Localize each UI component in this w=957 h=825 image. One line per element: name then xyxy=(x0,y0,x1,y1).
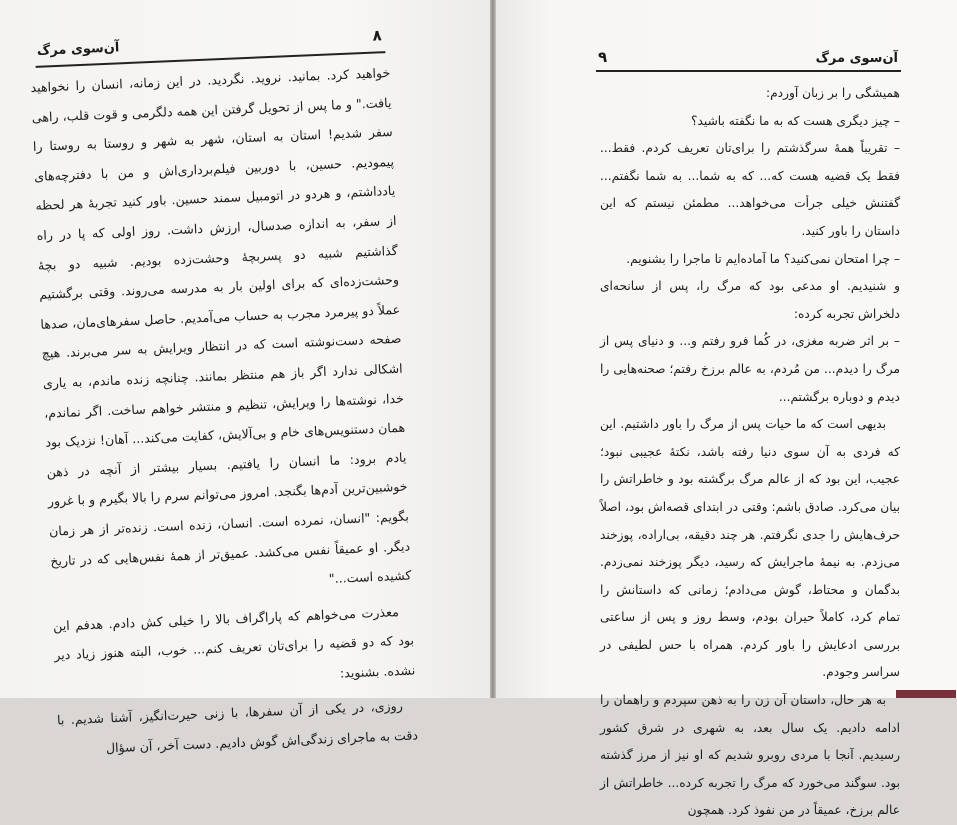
paragraph: به هر حال، داستان آن زن را به ذهن سپردم و راهمان را ادامه دادیم. یک سال بعد، به شهری در شرق کشور رسیدیم. آنجا با مردی روبرو شدیم که او نیز از مرز گذشته بود. سوگند می‌خورد که مرگ را تجربه کرده... خاطراتش از عالم برزخ، عمیقاً در من نفوذ کرد. همچون xyxy=(600,693,900,818)
dialogue-line: – بر اثر ضربه مغزی، در کُما فرو رفتم و... و دنیای پس از مرگ را دیدم... من مُردم، به عالم برزخ رفتم؛ صحنه‌هایی را دیدم و دوباره برگشتم... xyxy=(600,334,900,404)
paragraph: خواهید کرد. بمانید. نروید. نگردید. در این زمانه، انسان را نخواهید یافت." و ما پس از تحویل گرفتن این همه دلگرمی و قوت قلب، راهی سفر شدیم! استان به استان، شهر به شهر و روستا به روستا را پیمودیم. حسین، با دوربین فیلم‌برداری‌اش و من با دفترچه‌های یادداشتم، و هردو در اتومبیل سمند حسین. باور کنید تجربهٔ هر لحظه از سفر، به اندازه صدسال، ارزش داشت. روز اولی که پا در راه گذاشتیم شبیه دو پسربچهٔ وحشت‌زده بودیم. شبیه دو بچهٔ وحشت‌زده‌ای که برای اولین بار به مدرسه می‌روند. وقتی برگشتیم عملاً دو پیرمرد مجرب به حساب می‌آمدیم. حاصل سفرهای‌مان، صدها صفحه دست‌نوشته است که در انتظار ویرایش به سر می‌برند. هیچ اشکالی ندارد اگر باز هم منتظر بمانند. چنانچه زنده ماندم، به یاری خدا، نوشته‌ها را ویرایش، تنظیم و منتشر خواهم ساخت. اگر نماندم، همان دستنویس‌های خام و بی‌آلایش، کفایت می‌کند... آهان! نزدیک بود یادم برود: ما انسان را یافتیم. بسیار بیشتر از آنچه در ذهن خوشبین‌ترین آدم‌ها بگنجد. امروز می‌توانم سرم را بالا بگیرم و با غرور بگویم: "انسان، نمرده است. انسان، زنده است. زنده‌تر از هر زمان دیگر. او عمیقاً نفس می‌کشد. عمیق‌تر از همهٔ نفس‌هایی که در تاریخ کشیده است..." xyxy=(30,64,412,587)
paragraph: معذرت می‌خواهم که پاراگراف بالا را خیلی کش دادم. هدفم این بود که دو قضیه را برای‌تان تعریف کنم... خوب، البته هنوز زیاد دیر نشده. بشنوید: xyxy=(52,603,416,681)
left-page xyxy=(0,0,490,756)
paragraph: و شنیدیم. او مدعی بود که مرگ را، پس از سانحه‌ای دلخراش تجربه کرده: xyxy=(600,279,900,321)
paragraph: بدیهی است که ما حیات پس از مرگ را باور داشتیم. این که فردی به آن سوی دنیا رفته باشد، نکتهٔ عجیبی نبود؛ عجیب، این بود که از عالم مرگ برگشته بود و خاطراتش را بیان می‌کرد. صادق باشم: وقتی در ابتدای قصه‌اش بود، اصلاً حرف‌هایش را جدی نگرفتم. هر چند دقیقه، بی‌اراده، پوزخند می‌زدم. به نیمهٔ ماجرایش که رسید، دیگر پوزخند نمی‌زدم. بدگمان و محتاط، گوش می‌دادم؛ زمانی که داستانش را تمام کرد، کاملاً حیران بودم، وسط روز و پس از ساعتی بررسی ادعایش را باور کردم. همراه با حس لطیفی در سراسر وجودم. xyxy=(600,417,900,680)
paragraph: روزی، در یکی از آن سفرها، با زنی حیرت‌انگیز، آشنا شدیم. با دقت به ماجرای زندگی‌اش گوش دادیم. دست آخر، آن سؤال xyxy=(56,698,419,756)
dialogue-line: – تقریباً همهٔ سرگذشتم را برای‌تان تعریف کردم. فقط... فقط یک قضیه هست که... که به شما... به شما نگفتم... گفتنش خیلی جرأت می‌خواهد... مطمئن نیستم که این داستان را باور کنید. xyxy=(600,141,900,238)
left-page-content xyxy=(0,0,516,756)
page-number: ۹ xyxy=(598,48,608,66)
right-page-header xyxy=(598,48,898,66)
paragraph: همیشگی را بر زبان آوردم: xyxy=(766,86,900,100)
page-corner-mark xyxy=(896,690,956,698)
dialogue-line: – چیز دیگری هست که به ما نگفته باشید؟ xyxy=(691,113,900,128)
running-title: آن‌سوی مرگ xyxy=(36,40,120,59)
left-page-body xyxy=(30,58,419,765)
dialogue-line: – چرا امتحان نمی‌کنید؟ ما آماده‌ایم تا ماجرا را بشنویم. xyxy=(626,251,900,266)
running-title: آن‌سوی مرگ xyxy=(815,51,898,66)
header-rule xyxy=(596,70,901,72)
right-page-body xyxy=(600,80,900,825)
page-number: ۸ xyxy=(372,26,383,45)
right-page xyxy=(496,0,957,818)
